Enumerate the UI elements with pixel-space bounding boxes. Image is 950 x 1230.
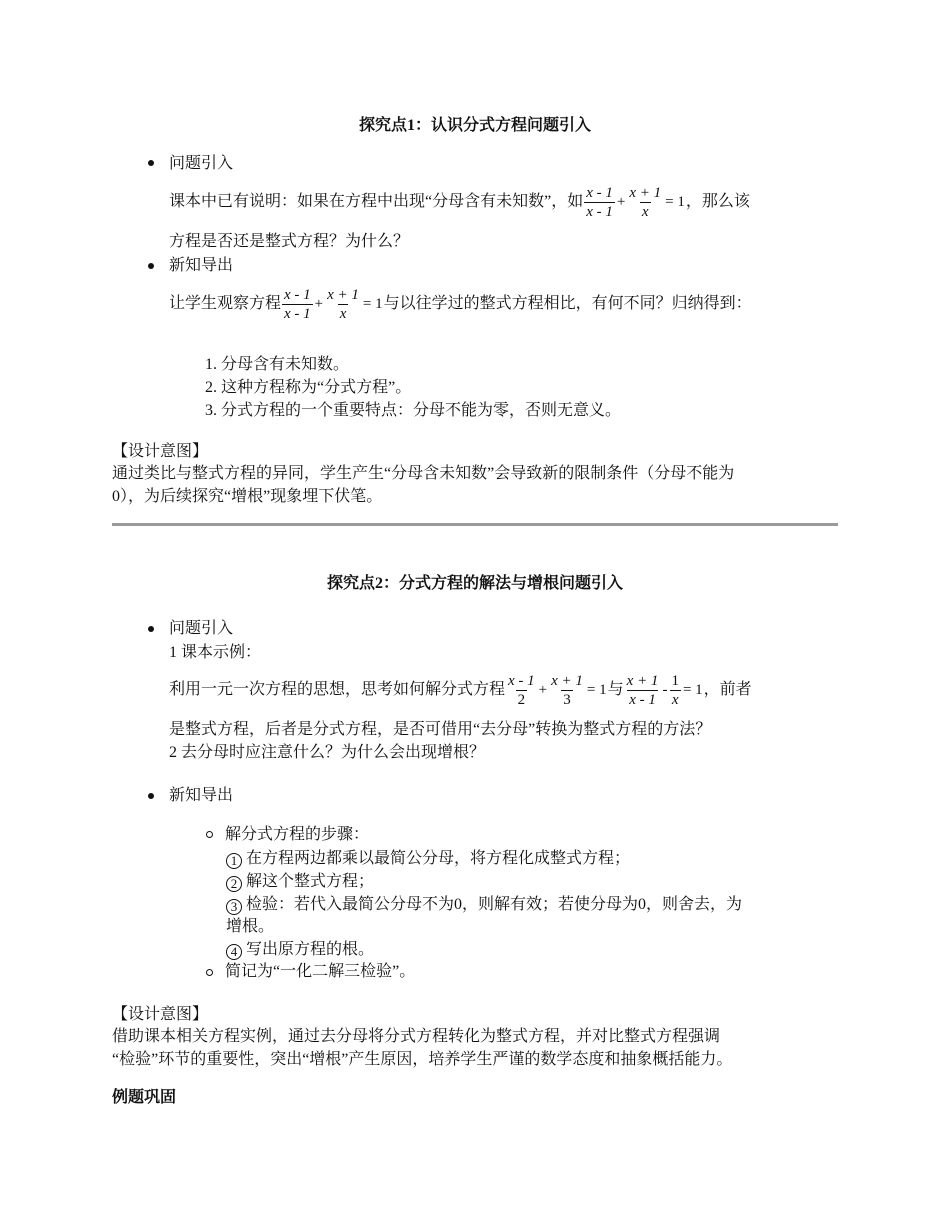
para-text: 利用一元一次方程的思想，思考如何解分式方程 <box>169 681 506 698</box>
bullet-dot <box>148 793 154 799</box>
bullet-dot <box>148 626 154 632</box>
step-item: 1 在方程两边都乘以最简公分母，将方程化成整式方程； <box>226 849 630 869</box>
design-text: 借助课本相关方程实例，通过去分母将分式方程转化为整式方程，并对比整式方程强调 <box>112 1028 721 1045</box>
examples-heading: 例题巩固 <box>112 1089 177 1106</box>
ring-bullet <box>206 969 213 976</box>
circled-number: 2 <box>226 876 242 892</box>
fraction: $\frac{x + 1}{x}$ <box>327 286 359 322</box>
bullet-dot <box>148 263 154 269</box>
list-item: 3. 分式方程的一个重要特点：分母不能为零，否则无意义。 <box>205 402 622 419</box>
para-text: ，前者 <box>703 681 752 698</box>
fraction: $\frac{x - 1}{x - 1}$ <box>586 184 613 220</box>
fraction: $\frac{x + 1}{x - 1}$ <box>626 672 659 708</box>
section2-title: 探究点2：分式方程的解法与增根问题引入 <box>326 575 623 592</box>
circled-number: 1 <box>226 853 242 869</box>
para-text: ，那么该 <box>685 193 750 210</box>
design-text: 通过类比与整式方程的异同，学生产生“分母含未知数”会导致新的限制条件（分母不能为 <box>112 465 735 482</box>
fraction: $\frac{x - 1}{2}$ <box>508 672 535 708</box>
fraction: $\frac{x + 1}{3}$ <box>551 672 583 708</box>
para-text: 与 <box>607 681 624 698</box>
section1-bullet-problem: 问题引入 <box>169 155 234 172</box>
bullet-dot <box>148 160 154 166</box>
list-item: 2. 这种方程称为“分式方程”。 <box>205 379 412 396</box>
steps-summary: 简记为“一化二解三检验”。 <box>225 963 416 980</box>
steps-title: 解分式方程的步骤： <box>225 826 370 843</box>
step-item: 3 检验：若代入最简公分母不为0，则解有效；若使分母为0，则舍去，为 <box>226 895 742 915</box>
section2-q1: 1 课本示例： <box>169 644 262 661</box>
circled-number: 4 <box>226 944 242 960</box>
section2-bullet-new: 新知导出 <box>169 787 234 804</box>
section1-para1: 课本中已有说明：如果在方程中出现“分母含有未知数”，如 $\frac{x - 1}{x - 1}$ + $\frac{x + 1}{x}$ = 1，那么该 <box>169 184 750 220</box>
design-heading: 【设计意图】 <box>112 443 209 460</box>
fraction: $\frac{x - 1}{x - 1}$ <box>284 286 311 322</box>
section1-para2: 让学生观察方程 $\frac{x - 1}{x - 1}$ + $\frac{x + 1}{x}$ = 1与以往学过的整式方程相比，有何不同？归纳得到： <box>169 286 752 322</box>
para-text: 让学生观察方程 <box>169 295 282 312</box>
circled-number: 3 <box>226 899 242 915</box>
design-heading: 【设计意图】 <box>112 1006 209 1023</box>
step-item-cont: 增根。 <box>226 918 275 935</box>
section-divider <box>112 523 838 526</box>
section2-bullet-problem: 问题引入 <box>169 620 234 637</box>
section1-para1-cont: 方程是否还是整式方程？为什么？ <box>169 233 410 250</box>
design-text: 0），为后续探究“增根”现象埋下伏笔。 <box>112 488 383 505</box>
section1-title: 探究点1：认识分式方程问题引入 <box>358 117 591 134</box>
step-item: 2 解这个整式方程； <box>226 872 374 892</box>
step-item: 4 写出原方程的根。 <box>226 940 374 960</box>
list-item: 1. 分母含有未知数。 <box>205 356 350 373</box>
section2-para-cont: 是整式方程，后者是分式方程，是否可借用“去分母”转换为整式方程的方法？ <box>169 721 712 738</box>
fraction: $\frac{1}{x}$ <box>671 672 679 708</box>
section2-q2: 2 去分母时应注意什么？为什么会出现增根？ <box>169 744 486 761</box>
section1-bullet-new: 新知导出 <box>169 257 234 274</box>
para-text: 课本中已有说明：如果在方程中出现“分母含有未知数”，如 <box>169 193 584 210</box>
para-text: 与以往学过的整式方程相比，有何不同？归纳得到： <box>383 295 752 312</box>
ring-bullet <box>206 831 213 838</box>
fraction: $\frac{x + 1}{x}$ <box>629 184 662 220</box>
section2-para: 利用一元一次方程的思想，思考如何解分式方程 $\frac{x - 1}{2}$ + $\frac{x + 1}{3}$ = 1与 $\frac{x + 1}{x - 1}$ - $\frac{1}{x}$ = 1，前者 <box>169 672 752 708</box>
design-text: “检验”环节的重要性，突出“增根”产生原因，培养学生严谨的数学态度和抽象概括能力。 <box>112 1051 733 1068</box>
